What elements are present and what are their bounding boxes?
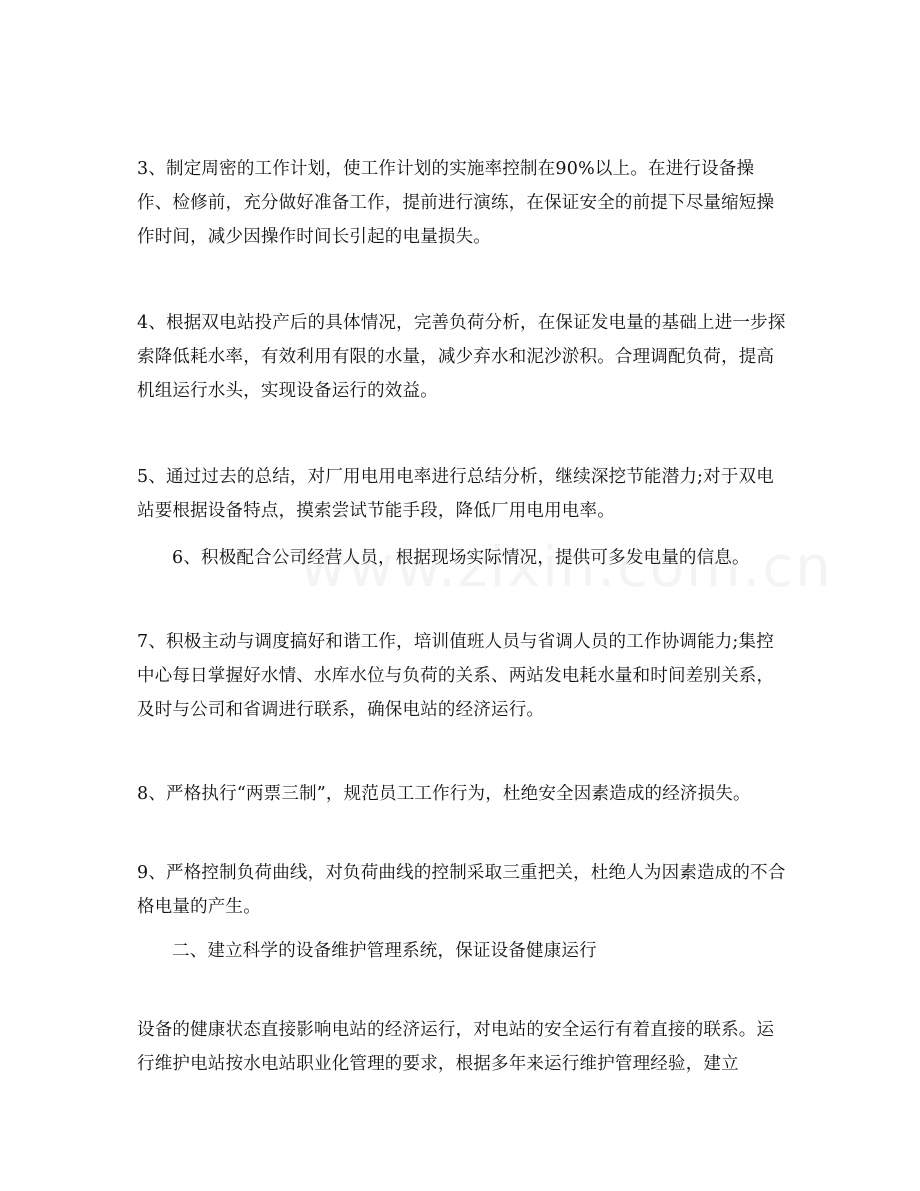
paragraph-8: 8、严格执行“两票三制”，规范员工工作行为，杜绝安全因素造成的经济损失。 xyxy=(137,784,751,804)
section-heading-2: 二、建立科学的设备维护管理系统，保证设备健康运行 xyxy=(172,941,597,961)
paragraph-equipment-health: 设备的健康状态直接影响电站的经济运行，对电站的安全运行有着直接的联系。运行维护电站按水电站职业化管理的要求，根据多年来运行维护管理经验，建立 xyxy=(137,1020,775,1074)
paragraph-3: 3、制定周密的工作计划，使工作计划的实施率控制在90%以上。在进行设备操作、检修前，充分做好准备工作，提前进行演练，在保证安全的前提下尽量缩短操作时间，减少因操作时间长引起的电量损失。 xyxy=(137,159,775,247)
paragraph-6: 6、积极配合公司经营人员，根据现场实际情况，提供可多发电量的信息。 xyxy=(172,548,750,568)
paragraph-5: 5、通过过去的总结，对厂用电用电率进行总结分析，继续深挖节能潜力;对于双电站要根据设备特点，摸索尝试节能手段，降低厂用电用电率。 xyxy=(137,467,774,521)
paragraph-4: 4、根据双电站投产后的具体情况，完善负荷分析，在保证发电量的基础上进一步探索降低耗水率，有效利用有限的水量，减少弃水和泥沙淤积。合理调配负荷，提高机组运行水头，实现设备运行的效益。 xyxy=(137,313,786,401)
paragraph-7: 7、积极主动与调度搞好和谐工作，培训值班人员与省调人员的工作协调能力;集控中心每日掌握好水情、水库水位与负荷的关系、两站发电耗水量和时间差别关系，及时与公司和省调进行联系，确保电站的经济运行。 xyxy=(137,632,775,720)
paragraph-9: 9、严格控制负荷曲线，对负荷曲线的控制采取三重把关，杜绝人为因素造成的不合格电量的产生。 xyxy=(137,863,786,917)
